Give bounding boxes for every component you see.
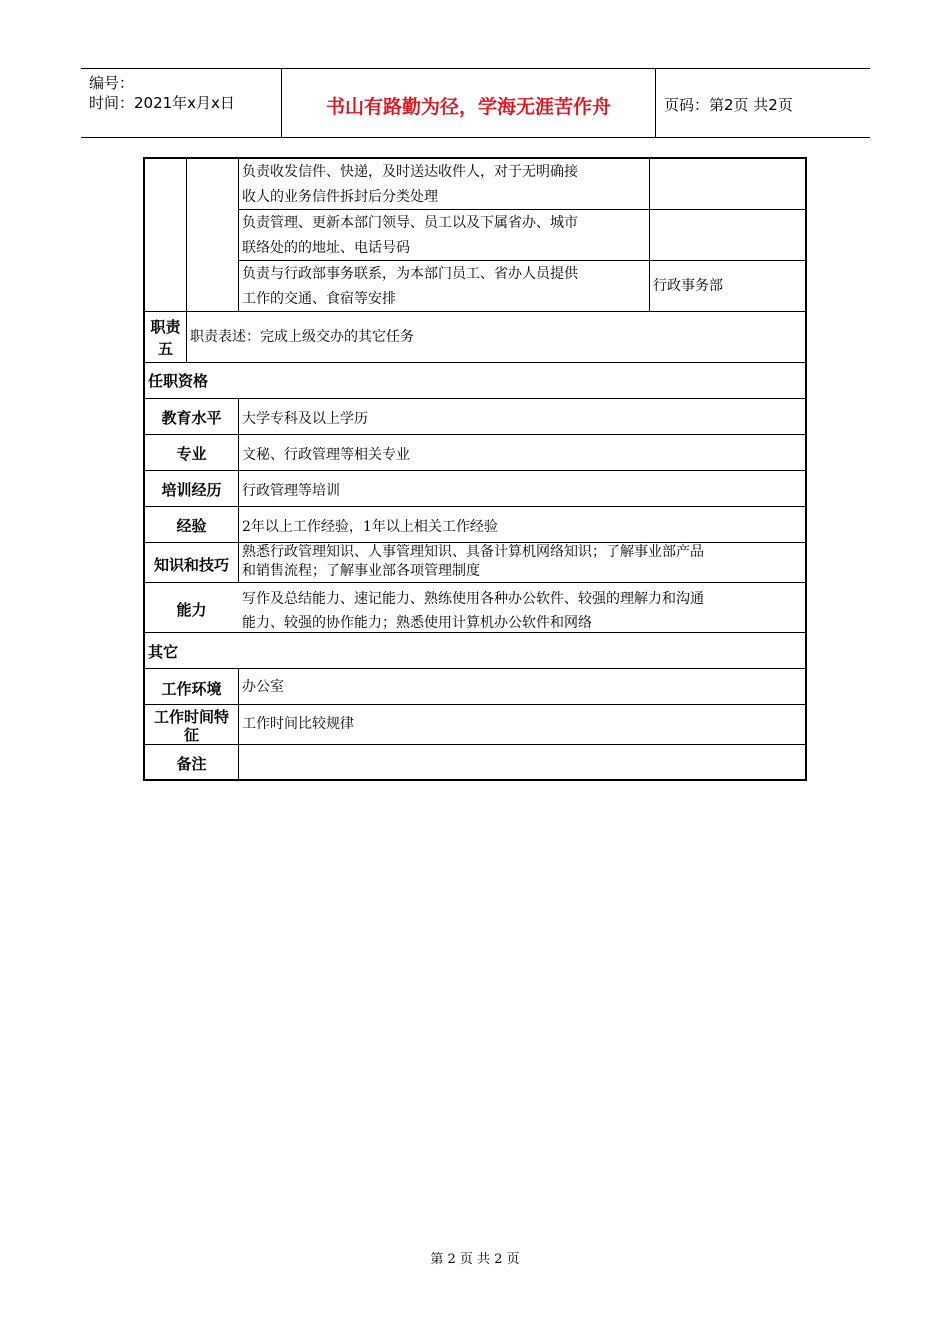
page-footer: 第 2 页 共 2 页 bbox=[430, 1252, 520, 1267]
header-motto: 书山有路勤为径，学海无涯苦作舟 bbox=[325, 96, 611, 118]
ability-value-line-2: 能力、较强的协作能力；熟悉使用计算机办公软件和网络 bbox=[242, 615, 592, 631]
duty-1-line-1: 负责收发信件、快递，及时送达收件人，对于无明确接 bbox=[242, 164, 578, 180]
work-environment-value: 办公室 bbox=[242, 679, 284, 695]
work-environment-label: 工作环境 bbox=[161, 680, 222, 698]
education-value: 大学专科及以上学历 bbox=[242, 411, 368, 427]
major-label: 专业 bbox=[176, 445, 207, 463]
experience-value: 2年以上工作经验，1年以上相关工作经验 bbox=[242, 519, 498, 535]
document-date-label: 时间：2021年x月x日 bbox=[89, 94, 235, 112]
major-value: 文秘、行政管理等相关专业 bbox=[242, 447, 410, 463]
duty-five-label: 职责 五 bbox=[150, 318, 181, 358]
duty-3-line-2: 工作的交通、食宿等安排 bbox=[242, 291, 396, 307]
header-page-number: 页码：第2页 共2页 bbox=[664, 96, 793, 114]
education-label: 教育水平 bbox=[161, 409, 222, 427]
ability-value-line-1: 写作及总结能力、速记能力、熟练使用各种办公软件、较强的理解力和沟通 bbox=[242, 591, 704, 607]
header-meta bbox=[81, 69, 281, 137]
other-section-title: 其它 bbox=[148, 643, 179, 661]
knowledge-value-line-1: 熟悉行政管理知识、人事管理知识、具备计算机网络知识；了解事业部产品 bbox=[242, 544, 704, 560]
qualifications-section-title: 任职资格 bbox=[148, 372, 209, 390]
work-time-value: 工作时间比较规律 bbox=[242, 716, 354, 732]
ability-label: 能力 bbox=[176, 601, 207, 619]
duty-2-line-1: 负责管理、更新本部门领导、员工以及下属省办、城市 bbox=[242, 215, 578, 231]
page-header bbox=[81, 68, 870, 138]
knowledge-label: 知识和技巧 bbox=[153, 556, 229, 574]
experience-label: 经验 bbox=[176, 517, 207, 535]
header-motto-cell bbox=[281, 69, 656, 137]
header-page-cell bbox=[656, 69, 870, 137]
remarks-label: 备注 bbox=[176, 755, 207, 773]
training-value: 行政管理等培训 bbox=[242, 483, 340, 499]
knowledge-value-line-2: 和销售流程；了解事业部各项管理制度 bbox=[242, 563, 480, 579]
training-label: 培训经历 bbox=[161, 481, 222, 499]
document-number-label: 编号： bbox=[89, 74, 135, 92]
work-time-label: 工作时间特 征 bbox=[153, 708, 229, 744]
job-description-table bbox=[143, 157, 807, 781]
duty-1-line-2: 收人的业务信件拆封后分类处理 bbox=[242, 189, 438, 205]
duty-five-description: 职责表述：完成上级交办的其它任务 bbox=[190, 329, 414, 345]
duty-2-line-2: 联络处的的地址、电话号码 bbox=[242, 240, 410, 256]
duty-3-line-1: 负责与行政部事务联系，为本部门员工、省办人员提供 bbox=[242, 266, 578, 282]
duty-3-related: 行政事务部 bbox=[653, 278, 723, 294]
